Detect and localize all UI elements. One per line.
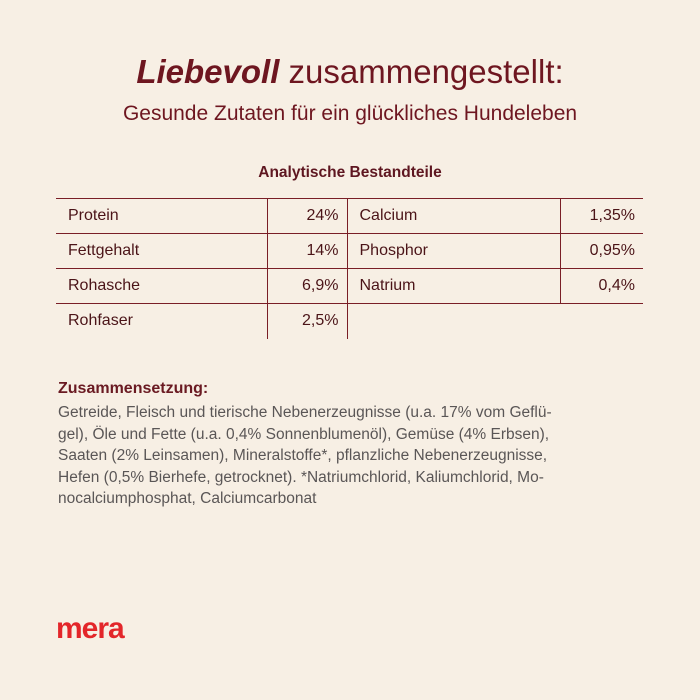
composition-line: nocalciumphosphat, Calciumcarbonat — [58, 490, 317, 507]
analysis-table-title: Analytische Bestandteile — [258, 164, 442, 181]
nutrient-name: Calcium — [347, 199, 560, 234]
analysis-table — [56, 198, 643, 339]
composition-line: Saaten (2% Leinsamen), Mineralstoffe*, pflanzliche Nebenerzeugnisse, — [58, 447, 548, 464]
table-row — [56, 304, 643, 339]
nutrient-value: 14% — [267, 234, 347, 269]
subtitle: Gesunde Zutaten für ein glückliches Hundeleben — [122, 102, 578, 125]
nutrient-name: Fettgehalt — [56, 234, 267, 269]
nutrient-value: 0,95% — [560, 234, 643, 269]
table-row — [56, 269, 643, 304]
nutrient-name: Rohfaser — [68, 312, 133, 330]
nutrient-value: 6,9% — [267, 269, 347, 304]
headline-emphasis: Liebevoll — [136, 53, 280, 90]
empty-cell — [560, 304, 643, 339]
nutrient-name: Rohasche — [56, 269, 267, 304]
composition-line: gel), Öle und Fette (u.a. 0,4% Sonnenblumenöl), Gemüse (4% Erbsen), — [58, 425, 550, 443]
nutrient-value: 24% — [267, 199, 347, 234]
composition-text — [58, 402, 648, 510]
headline-rest: zusammengestellt: — [279, 53, 564, 90]
nutrient-value: 2,5% — [267, 304, 347, 339]
composition-heading: Zusammensetzung: — [58, 380, 209, 397]
table-row — [56, 199, 643, 234]
nutrient-value: 0,4% — [560, 269, 643, 304]
empty-cell — [347, 304, 560, 339]
headline — [0, 52, 700, 92]
composition-line: Getreide, Fleisch und tierische Nebenerzeugnisse (u.a. 17% vom Geflü- — [58, 404, 552, 421]
nutrient-name: Natrium — [347, 269, 560, 304]
nutrient-name: Protein — [56, 199, 267, 234]
composition-line: Hefen (0,5% Bierhefe, getrocknet). *Natriumchlorid, Kaliumchlorid, Mo- — [58, 468, 544, 486]
nutrient-name: Phosphor — [347, 234, 560, 269]
nutrient-value: 1,35% — [560, 199, 643, 234]
mera-logo: mera — [56, 612, 124, 645]
table-row — [56, 234, 643, 269]
